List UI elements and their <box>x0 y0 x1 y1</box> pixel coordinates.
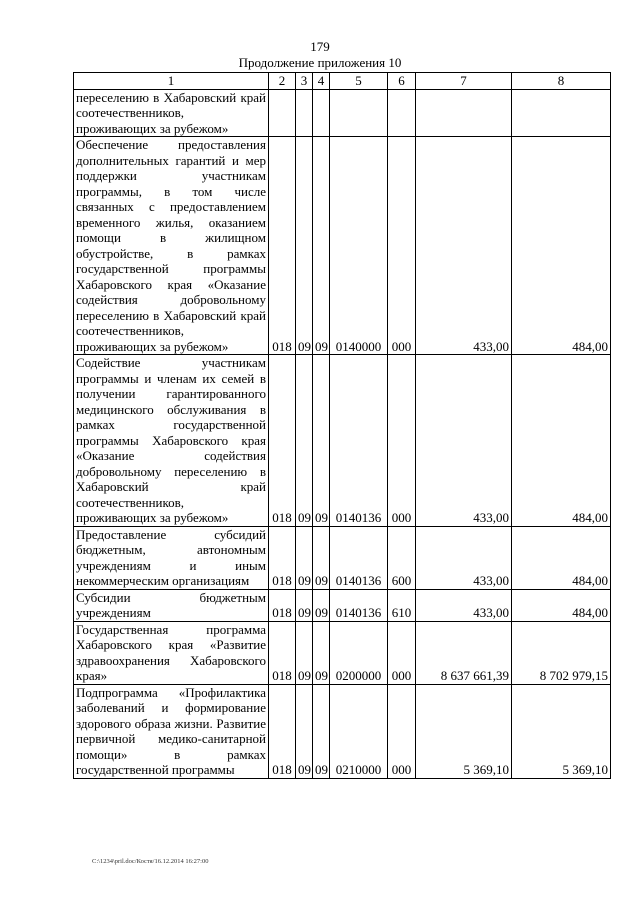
amount-year-1: 5 369,10 <box>416 684 512 778</box>
page-number: 179 <box>310 39 330 54</box>
expense-type-code <box>388 89 416 137</box>
subsection-code: 09 <box>313 355 330 527</box>
expense-type-code: 610 <box>388 589 416 621</box>
amount-year-2: 484,00 <box>512 589 611 621</box>
amount-year-2: 484,00 <box>512 355 611 527</box>
table-row <box>74 526 611 589</box>
table-row <box>74 621 611 684</box>
column-header: 5 <box>330 73 388 90</box>
subsection-code: 09 <box>313 137 330 355</box>
column-header: 2 <box>269 73 296 90</box>
row-name: Подпрограмма «Профилактика заболеваний и формирование здорового образа жизни. Развитие первичной медико-санитарной помощи» в рамках государственной программы <box>76 684 266 777</box>
amount-year-1: 433,00 <box>416 355 512 527</box>
ministry-code <box>269 89 296 137</box>
budget-table <box>73 72 611 779</box>
column-header: 8 <box>512 73 611 90</box>
row-name-cell <box>74 589 269 621</box>
column-header: 7 <box>416 73 512 90</box>
section-code: 09 <box>296 526 313 589</box>
column-header: 4 <box>313 73 330 90</box>
table-row <box>74 355 611 527</box>
table-row <box>74 684 611 778</box>
row-name: переселению в Хабаровский край соотечественников, проживающих за рубежом» <box>76 89 266 136</box>
section-code: 09 <box>296 589 313 621</box>
ministry-code: 018 <box>269 137 296 355</box>
amount-year-2: 484,00 <box>512 526 611 589</box>
section-code: 09 <box>296 355 313 527</box>
subsection-code: 09 <box>313 526 330 589</box>
expense-type-code: 000 <box>388 684 416 778</box>
row-name: Субсидии бюджетным учреждениям <box>76 589 266 620</box>
row-name-cell <box>74 137 269 355</box>
amount-year-1 <box>416 89 512 137</box>
row-name-cell <box>74 621 269 684</box>
target-article-code: 0140136 <box>330 589 388 621</box>
expense-type-code: 000 <box>388 137 416 355</box>
column-header: 3 <box>296 73 313 90</box>
subsection-code: 09 <box>313 621 330 684</box>
target-article-code <box>330 89 388 137</box>
ministry-code: 018 <box>269 589 296 621</box>
target-article-code: 0210000 <box>330 684 388 778</box>
row-name: Обеспечение предоставления дополнительных гарантий и мер поддержки участникам программы, в том числе связанных с предоставлением временного жилья, оказанием помощи в жилищном обустройстве, в рамках государственной программы Хабаровского края «Оказание содействия добровольному переселению в Хабаровский край соотечественников, проживающих за рубежом» <box>76 137 266 354</box>
column-header-row <box>74 73 611 90</box>
ministry-code: 018 <box>269 621 296 684</box>
appendix-caption: Продолжение приложения 10 <box>238 55 402 70</box>
target-article-code: 0200000 <box>330 621 388 684</box>
row-name-cell <box>74 355 269 527</box>
expense-type-code: 600 <box>388 526 416 589</box>
table-row <box>74 89 611 137</box>
amount-year-1: 433,00 <box>416 137 512 355</box>
column-header: 6 <box>388 73 416 90</box>
amount-year-2: 5 369,10 <box>512 684 611 778</box>
target-article-code: 0140136 <box>330 355 388 527</box>
expense-type-code: 000 <box>388 355 416 527</box>
row-name-cell <box>74 526 269 589</box>
section-code: 09 <box>296 621 313 684</box>
row-name: Содействие участникам программы и членам их семей в получении гарантированного медицинского обслуживания в рамках государственной программы Хабаровского края «Оказание содействия добровольному переселению в Хабаровский край соотечественников, проживающих за рубежом» <box>76 355 266 525</box>
table-row <box>74 589 611 621</box>
amount-year-2: 8 702 979,15 <box>512 621 611 684</box>
amount-year-2 <box>512 89 611 137</box>
amount-year-1: 433,00 <box>416 526 512 589</box>
amount-year-2: 484,00 <box>512 137 611 355</box>
column-header: 1 <box>74 73 269 90</box>
file-path-footer: C:\1234\pril.doc/Костя/16.12.2014 16:27:00 <box>92 858 209 865</box>
subsection-code: 09 <box>313 589 330 621</box>
ministry-code: 018 <box>269 684 296 778</box>
expense-type-code: 000 <box>388 621 416 684</box>
subsection-code: 09 <box>313 684 330 778</box>
ministry-code: 018 <box>269 355 296 527</box>
row-name-cell <box>74 89 269 137</box>
amount-year-1: 433,00 <box>416 589 512 621</box>
ministry-code: 018 <box>269 526 296 589</box>
row-name-cell <box>74 684 269 778</box>
target-article-code: 0140000 <box>330 137 388 355</box>
row-name: Государственная программа Хабаровского края «Развитие здравоохранения Хабаровского края» <box>76 621 266 683</box>
target-article-code: 0140136 <box>330 526 388 589</box>
subsection-code <box>313 89 330 137</box>
amount-year-1: 8 637 661,39 <box>416 621 512 684</box>
section-code: 09 <box>296 137 313 355</box>
section-code <box>296 89 313 137</box>
row-name: Предоставление субсидий бюджетным, автономным учреждениям и иным некоммерческим организациям <box>76 526 266 588</box>
table-row <box>74 137 611 355</box>
section-code: 09 <box>296 684 313 778</box>
